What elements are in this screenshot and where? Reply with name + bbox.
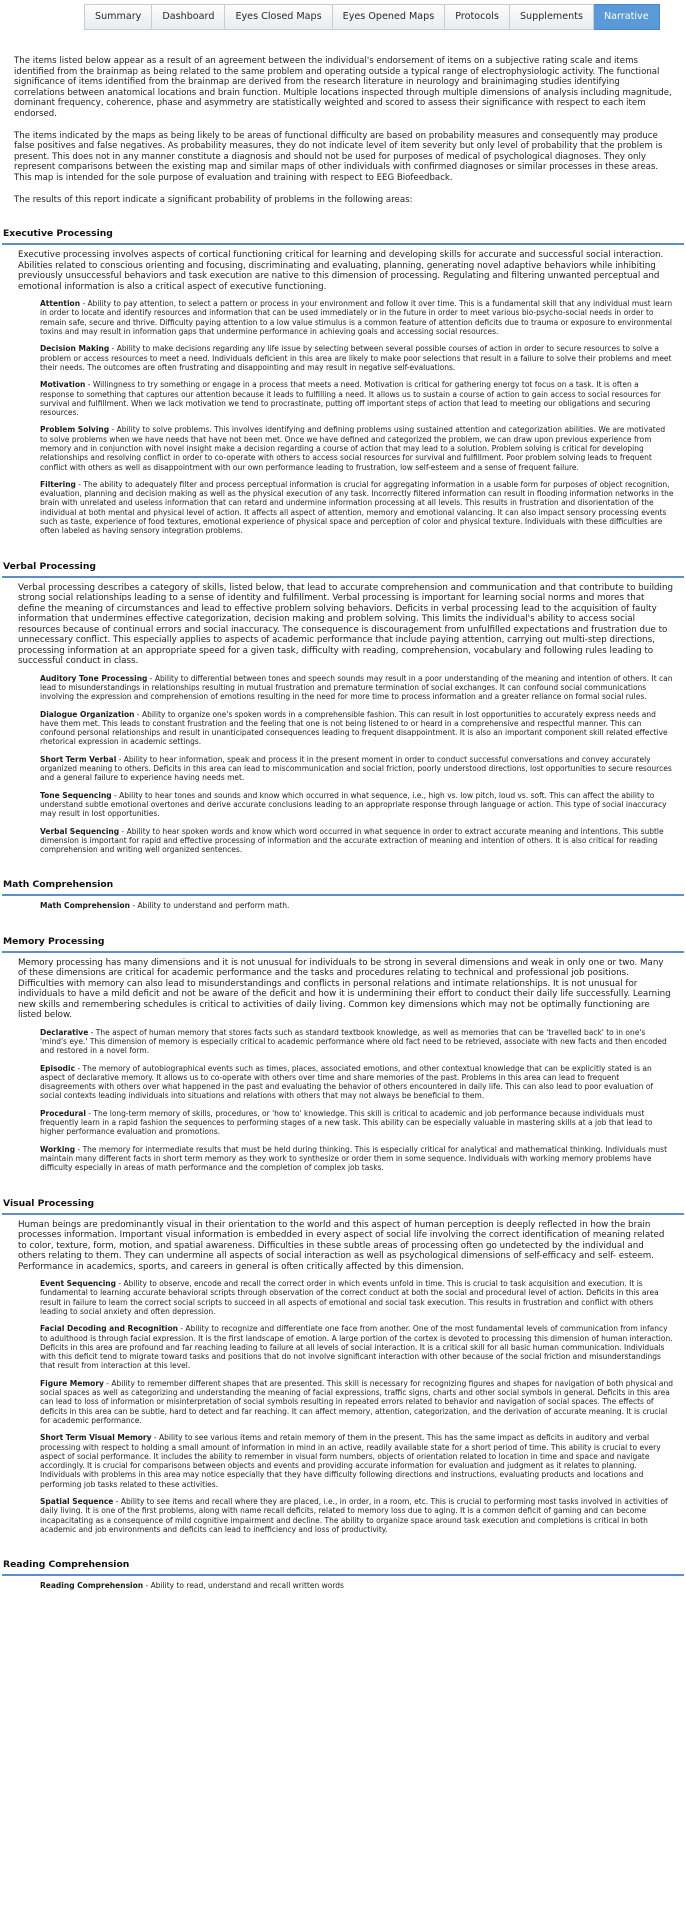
section-divider <box>2 1213 684 1215</box>
intro-paragraph: The items listed below appear as a result of an agreement between the individual's endorsement of items on a subjective rating scale and items identified from the brainmap as being related to the same problem and operating outside a typical range of electrophysiologic activity. The functional significance of items identified from the brainmap are derived from the research literature in neurology and brainimaging studies identifying correlations between anatomical locations and brain function. Multiple locations inspected through multiple dimensions of analysis including magnitude, dominant frequency, coherence, phase and asymmetry are statistically weighted and scored to assess their significance with respect to each item endorsed. <box>14 56 672 119</box>
intro-block <box>0 56 686 205</box>
tab-eyes-closed-maps[interactable]: Eyes Closed Maps <box>225 4 332 30</box>
item-entry <box>40 901 674 910</box>
item-entry <box>40 480 674 536</box>
section-intro: Memory processing has many dimensions and it is not unusual for individuals to be strong in several dimensions and weak in only one or two. Many of these dimensions are critical for academic performance and the tasks and procedures relating to technical and professional job positions. Difficulties with memory can also lead to misunderstandings and conflicts in personal relations and intimate relationships. It is not unusual for individuals to have a mild deficit and not be aware of the deficit and how it is undermining their effort to conduct their daily life successfully. Learning new skills and remembering schedules is critical to activities of daily living. Common key dimensions which may not be optimally functioning are listed below. <box>18 957 671 1021</box>
item-description: - Ability to read, understand and recall written words <box>143 1581 344 1591</box>
item-entry <box>40 1379 674 1425</box>
item-description: - Ability to make decisions regarding any life issue by selecting between several possible courses of action in order to secure resources to solve a problem or access resources to meet a need. Individuals deficient in this area are likely to make poor selections that result in a failure to solve their problems and meet their needs. The outcomes are often frustrating and disappointing and may result in negative self-evaluations. <box>40 344 672 372</box>
section-title: Visual Processing <box>3 1197 95 1209</box>
section-divider <box>2 1574 684 1576</box>
section-intro: Verbal processing describes a category of skills, listed below, that lead to accurate comprehension and communication and that contribute to building strong social relationships leading to a sense of identity and fulfillment. Verbal processing is important for learning social norms and mores that define the meaning of circumstances and lead to effective problem solving behaviors. Deficits in verbal processing lead to the acquisition of faulty information that undermines effective categorization, decision making and problem solving. This limits the individual's ability to access social resources because of continual errors and social inaccuracy. The consequence is discouragement from unfulfilled expectations and frustration due to unnecessary conflict. This especially applies to aspects of academic performance that include paying attention, carrying out multi-step directions, processing information at an appropriate speed for a given task, difficulty with reading, comprehension, vocabulary and following rules leading to successful conduct in class. <box>18 582 673 667</box>
item-description: - Ability to hear information, speak and process it in the present moment in order to conduct successful conversations and convey accurately organized meaning to others. Deficits in this area can lead to miscommunication and social friction, poorly understood directions, lost opportunities to secure resources and a general failure to experience having needs met. <box>40 754 672 783</box>
item-term: Problem Solving <box>40 425 110 435</box>
item-description: - Ability to recognize and differentiate one face from another. One of the most fundamental levels of communication from infancy to adulthood is through facial expression. It is the first landscape of emotion. A large portion of the cortex is devoted to processing this dimension of human interaction. Deficits in this area are profound and far reaching leading to failure at all levels of social interaction. It is a critical skill for all basic human communication. Individuals with this deficit tend to migrate toward tasks and positions that do not involve significant interaction with other because of the social friction and misunderstandings that result from interaction at this level. <box>40 1324 673 1371</box>
item-entry <box>40 827 674 855</box>
item-term: Short Term Visual Memory <box>40 1433 152 1443</box>
section-title: Memory Processing <box>3 935 105 947</box>
section-executive-processing <box>0 227 686 536</box>
item-term: Figure Memory <box>40 1378 104 1388</box>
item-term: Dialogue Organization <box>40 709 135 719</box>
intro-paragraph: The results of this report indicate a significant probability of problems in the following areas: <box>14 194 413 205</box>
report-tabs <box>84 4 660 30</box>
item-description: - Ability to observe, encode and recall the correct order in which events unfold in time. This is crucial to task acquisition and execution. It is fundamental to learning accurate behavioral scripts through observation of the correct conduct at both the social and procedural level of action. Deficits in this area result in failure to learn the correct social scripts to succeed in all aspects of emotional and social task execution. This results in frustration and conflict with others leading to social anxiety and often depression. <box>40 1279 659 1316</box>
item-description: - The memory of autobiographical events such as times, places, associated emotions, and other contextual knowledge that can be explicitly stated is an aspect of declarative memory. It allows us to co-operate with others over time and share memories of the past. Problems in this area can lead to frequent disagreements with others over what happened in the past and evaluating the behavior of others encountered in daily life. This can also lead to poor evaluation of social contexts leading individuals into situations and relations with others that may not always be beneficial to them. <box>40 1063 654 1101</box>
item-entry <box>40 755 674 783</box>
item-description: - Ability to hear tones and sounds and know which occurred in what sequence, i.e., high vs. low pitch, loud vs. soft. This can affect the ability to understand subtle emotional overtones and derive accurate conclusions leading to an appropriate response through language or action. This type of social inaccuracy may result in lost opportunities. <box>40 790 667 819</box>
item-description: - The memory for intermediate results that must be held during thinking. This is especially critical for analytical and mathematical thinking. Individuals must maintain many different facts in short term memory as they work to synthesize or order them in some sequence. Individuals with working memory problems have difficulty especially in areas of math performance and the completion of complex job tasks. <box>40 1144 668 1173</box>
section-items <box>0 1028 686 1173</box>
section-verbal-processing <box>0 560 686 855</box>
section-title: Executive Processing <box>3 228 113 240</box>
section-divider <box>2 894 684 896</box>
section-intro: Human beings are predominantly visual in their orientation to the world and this aspect of human perception is deeply reflected in how the brain processes information. Important visual information is embedded in every aspect of social life involving the correct identification of meaning related to color, texture, form, motion, and spatial awareness. Difficulties in these subtle areas of processing often go undetected by the individual and others relating to them. They can undermine all aspects of social interaction as well as psychological dimensions of self-efficacy and self- esteem. Performance in academics, sports, and careers in general is often critically affected by this dimension. <box>18 1219 665 1272</box>
item-term: Verbal Sequencing <box>40 826 120 836</box>
item-term: Tone Sequencing <box>40 790 112 800</box>
item-term: Facial Decoding and Recognition <box>40 1324 178 1334</box>
tab-narrative[interactable]: Narrative <box>594 4 660 30</box>
tab-eyes-opened-maps[interactable]: Eyes Opened Maps <box>333 4 446 30</box>
tab-dashboard[interactable]: Dashboard <box>152 4 225 30</box>
item-term: Decision Making <box>40 344 110 354</box>
item-entry <box>40 380 674 417</box>
item-description: - Ability to solve problems. This involves identifying and defining problems using sustained attention and categorization abilities. We are motivated to solve problems when we have needs that have not been met. Once we have defined and categorized the problem, we can draw upon previous experience from memory and in conjunction with novel insight make a decision regarding a course of action that may lead to a solution. Problem solving is critical for developing relationships and resolving conflict in order to co-operate with others to access social resources for survival and fulfillment. Poor problem solving leads to frequent conflict with others as well as disappointment with our own performance leading to frustration, low self-esteem and a sense of frequent failure. <box>40 425 666 472</box>
item-description: - The aspect of human memory that stores facts such as standard textbook knowledge, as well as memories that can be 'travelled back' to in one's 'mind's eye.' This dimension of memory is especially critical to academic performance where old fact need to be retrieved, associate with new facts and then encoded and restored in a novel form. <box>40 1027 667 1056</box>
section-divider <box>2 576 684 578</box>
section-title: Math Comprehension <box>3 879 114 891</box>
item-entry <box>40 791 674 819</box>
item-description: - The long-term memory of skills, procedures, or 'how to' knowledge. This skill is critical to academic and job performance because individuals must frequently learn in a rapid fashion the sequences to performing stages of a new task. This ability can be especially valuable in mastering skills at a job that lead to higher performance evaluation and promotions. <box>40 1108 653 1137</box>
item-entry <box>40 344 674 372</box>
item-term: Motivation <box>40 380 86 390</box>
item-term: Declarative <box>40 1027 89 1037</box>
item-term: Event Sequencing <box>40 1279 116 1289</box>
item-description: - Ability to understand and perform math. <box>129 901 290 911</box>
section-intro: Executive processing involves aspects of cortical functioning critical for learning and developing skills for accurate and successful social interaction. Abilities related to conscious orienting and focusing, discriminating and evaluating, planning, generating novel adaptive behaviors while inhibiting previously unsuccessful behaviors and task execution are native to this dimension of processing. Regulating and filtering unwanted perceptual and emotional information is also a critical aspect of executive functioning. <box>18 250 664 292</box>
section-items <box>0 299 686 536</box>
item-entry <box>40 710 674 747</box>
section-divider <box>2 951 684 953</box>
item-entry <box>40 1433 674 1489</box>
item-entry <box>40 1064 674 1101</box>
item-entry <box>40 299 674 336</box>
item-entry <box>40 425 674 471</box>
tab-protocols[interactable]: Protocols <box>445 4 510 30</box>
item-entry <box>40 1279 674 1316</box>
section-reading-comprehension <box>0 1558 686 1590</box>
sections-container <box>0 227 686 1590</box>
item-entry <box>40 1109 674 1137</box>
item-term: Filtering <box>40 479 76 489</box>
item-entry <box>40 1324 674 1370</box>
item-description: - Willingness to try something or engage in a process that meets a need. Motivation is critical for gathering energy tot focus on a task. It is often a response to something that captures our attention because it leads to fulfilling a need. It allows us to sustain a course of action to gain access to social resources for survival and fulfillment. When we lack motivation we tend to procrastinate, putting off important steps of action that lead to meeting our obligations and securing resources. <box>40 380 661 418</box>
item-description: - Ability to pay attention, to select a pattern or process in your environment and follow it over time. This is a fundamental skill that any individual must learn in order to locate and identify resources and information that can be used immediately or in the future in order to meet various bio-psycho-social needs in order to remain safe, secure and thrive. Difficulty paying attention to a low value stimulus is a common feature of attention deficits due to trauma or exposure to environmental toxins and may result in information gaps that undermine performance in achieving goals and accessing social resources. <box>40 299 673 337</box>
section-math-comprehension <box>0 878 686 910</box>
item-term: Spatial Sequence <box>40 1497 114 1506</box>
section-visual-processing <box>0 1197 686 1535</box>
item-term: Working <box>40 1144 76 1154</box>
narrative-content <box>0 56 686 1598</box>
item-term: Procedural <box>40 1108 86 1118</box>
intro-paragraph: The items indicated by the maps as being likely to be areas of functional difficulty are based on probability measures and consequently may produce false positives and false negatives. As probability measures, they do not indicate level of item severity but only level of probability that the problem is present. This does not in any manner constitute a diagnosis and should not be used for purposes of medical of psychological diagnoses. They only represent comparisons between the existing map and similar maps of other individuals with confirmed diagnoses or similar processes in these areas. This map is intended for the sole purpose of evaluation and training with respect to EEG Biofeedback. <box>14 130 663 183</box>
section-divider <box>2 243 684 245</box>
item-description: - The ability to adequately filter and process perceptual information is crucial for aggregating information in a usable form for purposes of object recognition, evaluation, planning and decision making as well as the physical execution of any task. Incorrectly filtered information can result in flooding information networks in the brain with unrelated and useless information that can retard and undermine information processing at all levels. This results in frustration and disorientation of the individual at both mental and physical level of action. It affects all aspect of attention, memory and emotional valancing. It can also impact sensory processing events such as taste, experience of food textures, emotional experience of physical space and perception of color and physical texture. Individuals with these difficulties are often labeled as having sensory integration problems. <box>40 479 674 536</box>
item-term: Episodic <box>40 1063 76 1073</box>
item-description: - Ability to see various items and retain memory of them in the present. This has the same impact as deficits in auditory and verbal processing with respect to holding a small amount of information in mind in an active, readily available state for a short period of time. This ability is crucial to every aspect of social performance. It includes the ability to remember in visual form numbers, objects of orientation related to location in time and space and navigate accordingly. It is crucial for comparisons between objects and events and providing accurate information for evaluation and judgment as it relates to planning. Individuals with problems in this area may notice especially that they have difficulty following directions and instructions, evaluating products and locations and performing job tasks related to these activities. <box>40 1433 661 1489</box>
tab-summary[interactable]: Summary <box>84 4 152 30</box>
item-entry <box>40 1145 674 1173</box>
section-items <box>0 901 686 910</box>
section-memory-processing <box>0 935 686 1173</box>
item-term: Attention <box>40 299 81 309</box>
item-term: Math Comprehension <box>40 901 130 911</box>
tab-supplements[interactable]: Supplements <box>510 4 594 30</box>
section-title: Verbal Processing <box>3 560 96 572</box>
item-description: - Ability to hear spoken words and know which word occurred in what sequence in order to extract accurate meaning and intentions. This subtle dimension is important for rapid and effective processing of information and the accurate extraction of meaning and intention of others. It is also critical for reading comprehension and writing well organized sentences. <box>40 826 664 855</box>
item-description: - Ability to remember different shapes that are presented. This skill is necessary for recognizing figures and shapes for navigation of both physical and social spaces as well as categorizing and understanding the meaning of facial expressions, traffic signs, charts and other social symbols in general. Deficits in this area can lead to loss of information or misinterpretation of social symbols resulting in repeated errors related to behavior and navigation of social spaces. The effects of deficits in this area can be subtle, hard to detect and far reaching. It can affect memory, attention, categorization, and the derivation of accurate meaning. It is crucial for academic performance. <box>40 1378 674 1425</box>
section-items <box>0 1279 686 1534</box>
item-entry <box>40 1497 674 1534</box>
item-entry <box>40 674 674 702</box>
section-items <box>0 674 686 855</box>
section-items <box>0 1581 686 1590</box>
item-term: Reading Comprehension <box>40 1581 144 1591</box>
item-description: - Ability to see items and recall where they are placed, i.e., in order, in a room, etc. This is crucial to performing most tasks involved in activities of daily living. It is one of the first problems, along with name recall deficits, related to memory loss due to aging. It is a common deficit of gaming and can become incapacitating as a consequence of mild cognitive impairment and decline. The ability to organize space around task execution and completions is critical in both academic and job environments and deficits can lead to inefficiency and loss of productivity. <box>40 1497 668 1534</box>
item-term: Auditory Tone Processing <box>40 673 148 683</box>
item-entry <box>40 1028 674 1056</box>
item-entry <box>40 1581 674 1590</box>
item-description: - Ability to organize one's spoken words in a comprehensible fashion. This can result in lost opportunities to accurately express needs and have them met. This leads to constant frustration and the feeling that one is not being listened to or heard in a comprehensive and respectful manner. This can confound personal relationships and result in unanticipated consequences leading to frequent disappointment. It is also an important component skill related effective rhetorical expression in academic settings. <box>40 709 668 747</box>
item-description: - Ability to differential between tones and speech sounds may result in a poor understanding of the meaning and intention of others. It can lead to misunderstandings in relationships resulting in mutual frustration and premature termination of social exchanges. It can confound social communications involving the expression and comprehension of emotions resulting in the need for more time to process information and a greater reliance on formal social rules. <box>40 673 673 702</box>
item-term: Short Term Verbal <box>40 754 117 764</box>
section-title: Reading Comprehension <box>3 1559 130 1571</box>
